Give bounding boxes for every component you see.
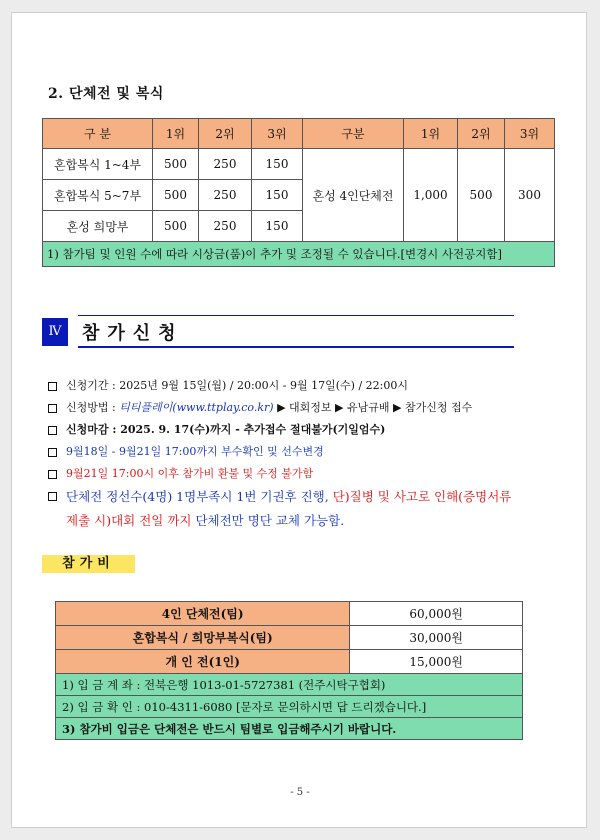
cell-3rd: 150 [252,180,303,211]
cell-2nd: 250 [199,149,252,180]
fee-note-account: 1) 입 금 계 좌 : 전북은행 1013-01-5727381 (전주시탁구협회) [56,674,523,696]
table-row [43,149,555,180]
header-division-2: 구분 [303,119,404,149]
fee-note-row [56,718,523,740]
team-3rd: 300 [505,149,555,242]
list-item [48,375,578,397]
cell-2nd: 250 [199,180,252,211]
header-2nd-2: 2위 [458,119,505,149]
row-label: 혼성 희망부 [43,211,153,242]
method-suffix: ▶ 대회정보 ▶ 유남규배 ▶ 참가신청 접수 [273,401,473,414]
fee-note-team: 3) 참가비 입금은 단체전은 반드시 팀별로 입금해주시기 바랍니다. [56,718,523,740]
method-prefix: 신청방법 : [66,401,120,414]
list-item [48,441,578,463]
section-4-rule-top [78,315,514,316]
section-4-badge: Ⅳ [42,318,68,346]
application-period: 신청기간 : 2025년 9월 15일(월) / 20:00시 - 9월 17일(수) / 22:00시 [66,379,408,392]
table-note-row [43,242,555,267]
fee-note-confirm: 2) 입 금 확 인 : 010-4311-6080 [문자로 문의하시면 답 드리겠습니다.] [56,696,523,718]
fee-value: 30,000원 [350,626,523,650]
cell-3rd: 150 [252,211,303,242]
header-3rd: 3위 [252,119,303,149]
checkbox-bullet-icon [48,426,57,435]
table-row [56,626,523,650]
team-rule-a: 단체전 정선수(4명) 1명부족시 1번 기권후 진행, [66,489,333,504]
list-item [48,485,578,533]
table-row [56,650,523,674]
checkbox-bullet-icon [48,448,57,457]
document-page [11,12,587,828]
fee-note-row [56,696,523,718]
application-list [48,375,578,533]
list-item [48,397,578,419]
cell-1st: 500 [153,180,199,211]
list-item [48,463,578,485]
list-item [48,419,578,441]
page-number: - 5 - [290,787,310,798]
checkbox-bullet-icon [48,492,57,501]
checkbox-bullet-icon [48,382,57,391]
fee-value: 15,000원 [350,650,523,674]
team-rule-d: 단체전만 명단 교체 가능함. [195,513,345,528]
fee-table [55,601,523,740]
fee-label: 혼합복식 / 희망부복식(팀) [56,626,350,650]
team-1st: 1,000 [404,149,458,242]
team-rule-b: 단)질병 및 사고로 인해(증명서류 [332,489,512,504]
refund-notice: 9월21일 17:00시 이후 참가비 환불 및 수정 불가함 [66,467,314,480]
prize-table [42,118,555,267]
fee-value: 60,000원 [350,602,523,626]
section-4-title: 참가신청 [82,323,184,344]
fee-label: 개 인 전(1인) [56,650,350,674]
team-2nd: 500 [458,149,505,242]
cell-2nd: 250 [199,211,252,242]
application-method [66,397,472,419]
fee-label: 4인 단체전(팀) [56,602,350,626]
header-division: 구 분 [43,119,153,149]
checkbox-bullet-icon [48,470,57,479]
header-1st: 1위 [153,119,199,149]
prize-note: 1) 참가팀 및 인원 수에 따라 시상금(품)이 추가 및 조정될 수 있습니다.[변경시 사전공지함] [43,242,555,267]
section-2-title: 2. 단체전 및 복식 [48,86,164,102]
header-3rd-2: 3위 [505,119,555,149]
header-2nd: 2위 [199,119,252,149]
ttplay-link[interactable]: 티티플레이(www.ttplay.co.kr) [119,401,274,414]
team-event-label: 혼성 4인단체전 [303,149,404,242]
team-rule-c: 제출 시)대회 전일 까지 [66,513,196,528]
fee-section-label: 참가비 [42,555,135,573]
cell-3rd: 150 [252,149,303,180]
table-row [56,602,523,626]
header-1st-2: 1위 [404,119,458,149]
row-label: 혼합복식 1~4부 [43,149,153,180]
player-change-period: 9월18일 - 9월21일 17:00까지 부수확인 및 선수변경 [66,445,324,458]
application-deadline: 신청마감 : 2025. 9. 17(수)까지 - 추가접수 절대불가(기일엄수) [66,423,386,436]
section-4-rule-bottom [78,346,514,348]
table-header-row [43,119,555,149]
checkbox-bullet-icon [48,404,57,413]
cell-1st: 500 [153,149,199,180]
row-label: 혼합복식 5~7부 [43,180,153,211]
fee-note-row [56,674,523,696]
team-rule [66,485,511,533]
cell-1st: 500 [153,211,199,242]
